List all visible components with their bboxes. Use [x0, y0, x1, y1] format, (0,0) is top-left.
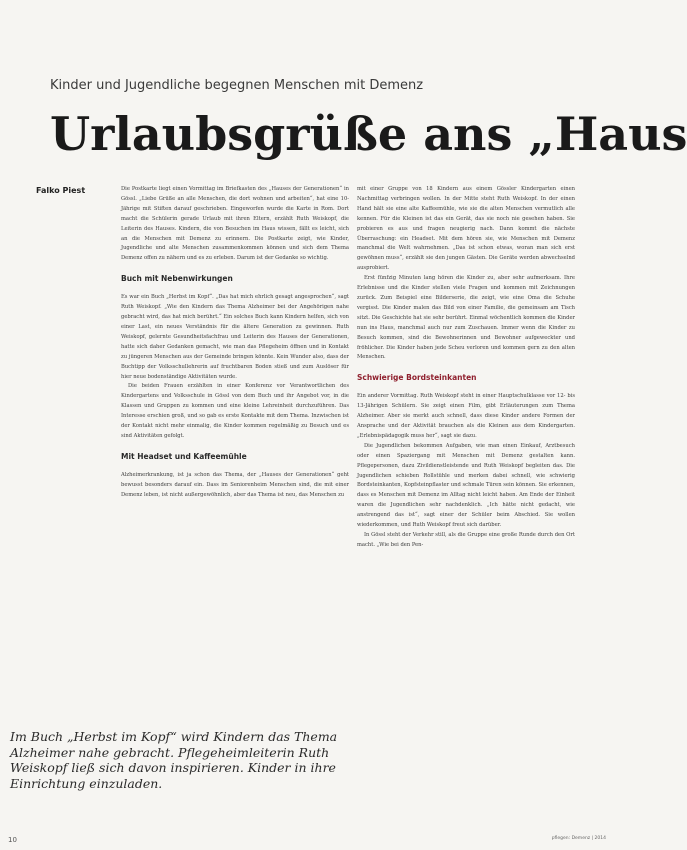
body-paragraph: Es war ein Buch „Herbst im Kopf“. „Das hat mich ehrlich gesagt angesprochen“, sagt Ruth Weiskopf. „Wie den Kindern das Thema Alzheimer bei der Angehörigen nahe gebracht wird, das hat mich berührt.“ Ein solches Buch kann Kindern helfen, sich von einer Last, ein neues Verständnis für die ältere Generation zu gewinnen. Ruth Weiskopf, gelernte Gesundheitsfachfrau und Leiterin des Hauses der Generationen, hatte sich daher Gedanken gemacht, wie man das Pflegeheim öffnen und in Kontakt zu jüngeren Menschen aus der Gemeinde bringen könnte. Kein Wunder also, dass der Buchtipp der Volksschullehrerin auf fruchtbaren Boden stieß und zum Auslöser für hier neue bodenständige Aktivitäten wurde. — [121, 294, 349, 380]
subheading-buch: Buch mit Nebenwirkungen — [121, 274, 233, 284]
body-paragraph: In Gössl steht der Verkehr still, als die Gruppe eine große Runde durch den Ort macht. „Wie bei den Pen- — [357, 532, 575, 548]
page-footer: pflegen: Demenz | 2014 — [551, 836, 606, 841]
body-paragraph: Alzheimerkrankung, ist ja schon das Thema, der „Hauses der Generationen“ geht bewusst besonders darauf ein. Dass im Seniorenheim Menschen sind, die mit einer Demenz leben, ist nicht außergewöhnlich, aber das Thema ist neu, das Menschen zu — [121, 471, 349, 498]
image-caption: Im Buch „Herbst im Kopf“ wird Kindern das Thema Alzheimer nahe gebracht. Pflegeheimleiterin Ruth Weiskopf ließ sich davon inspirieren. Kinder in ihre Einrichtung einzuladen. — [10, 729, 338, 791]
body-paragraph: Die beiden Frauen erzählten in einer Konferenz vor Verantwortlichen des Kindergartens und Volksschule in Gössl von dem Buch und ihr Angebot vor, in die Klassen und Gruppen zu kommen und eine kleine Lehreinheit durchzuführen. Das Interesse erschien groß, und so gab es erste Kontakte mit dem Thema. Inzwischen ist der Kontakt nicht mehr einmalig, die Kinder kommen regelmäßig zu Besuch und es sind Aktivitäten gefolgt. — [121, 383, 349, 439]
subheading-headset: Mit Headset und Kaffeemühle — [121, 451, 247, 461]
article-kicker: Kinder und Jugendliche begegnen Menschen mit Demenz — [50, 78, 424, 93]
body-paragraph: Die Jugendlichen bekommen Aufgaben, wie man einen Einkauf, Arztbesuch oder einen Spaziergang mit Menschen mit Demenz gestalten kann. Pflegepersonen, dazu Zivildienstleistende und Ruth Weiskopf begleiten das. Die Jugendlichen schieben Rollstühle und merken dabei schnell, wie schwierig Bordsteinkanten, Kopfsteinpflaster und schmale Türen sein können. Sie erkennen, dass es Menschen mit Demenz im Alltag nicht leicht haben. Am Ende der Einheit waren die Jugendlichen sehr nachdenklich. „Ich hätte nicht gedacht, wie anstrengend das ist“, sagt einer der Schüler beim Abschied. Sie wollen wiederkommen, und Ruth Weiskopf freut sich darüber. — [357, 442, 575, 529]
article-headline: Urlaubsgrüße ans „Haus — [50, 107, 687, 161]
body-paragraph: mit einer Gruppe von 18 Kindern aus einem Gössler Kindergarten einen Nachmittag verbringen wollen. In der Mitte steht Ruth Weiskopf. In der einen Hand hält sie eine alte Kaffeemühle, wie sie die alten Menschen vermutlich alle kennen. Für die Kleinen ist das ein Gerät, das sie noch nie gesehen haben. Sie probieren es aus und fragen neugierig nach. Dann kommt die nächste Überraschung: ein Headset. Mit dem hören sie, wie Menschen mit Demenz manchmal die Welt wahrnehmen. „Das ist schon etwas, woran man sich erst gewöhnen muss“, erzählt sie den jungen Gästen. Die Geräte werden abwechselnd ausprobiert. — [357, 186, 575, 272]
article-column-left — [121, 185, 349, 501]
body-paragraph: Die Postkarte liegt einen Vormittag im Briefkasten des „Hauses der Generationen“ in Gössl. „Liebe Grüße an alle Menschen, die dort wohnen und arbeiten“, hat eine 10-Jährige mit Stiften darauf geschrieben. Eingeworfen wurde die Karte in Rom. Dort macht die Schülerin gerade Urlaub mit ihren Eltern, erzählt Ruth Weiskopf, die Leiterin des Hauses. Kindern, die von Besuchen im Haus wissen, fällt es leicht, sich an die Menschen mit Demenz zu erinnern. Die Postkarte zeigt, wie Kinder, Jugendliche und alte Menschen zusammenkommen können und sich dem Thema Demenz offen zu nähern und es zu erleben. Darum ist der Gedanke so wichtig. — [121, 186, 349, 262]
author-name: Falko Piest — [36, 186, 86, 195]
body-paragraph: Ein anderer Vormittag. Ruth Weiskopf steht in einer Hauptschulklasse vor 12- bis 13-Jährigen Schülern. Sie zeigt einen Film, gibt Erläuterungen zum Thema Alzheimer. Aber sie merkt auch schnell, dass diese Kinder andere Formen der Ansprache und der Aktivität brauchen als die Kleinen aus dem Kindergarten. „Erlebnispädagogik muss her“, sagt sie dazu. — [357, 393, 575, 439]
article-column-right — [357, 185, 575, 551]
body-paragraph: Erst fünfzig Minuten lang hören die Kinder zu, aber sehr aufmerksam. Ihre Erlebnisse und die Kinder stellen viele Fragen und kommen mit Zeichnungen zurück. Zum Beispiel eine Bilderserie, die zeigt, wie eine Oma die Schuhe vergisst. Die Kinder malen das Bild von einer Familie, die gemeinsam am Tisch sitzt. Die Geschichte hat sie sehr berührt. Einmal wöchentlich kommen die Kinder nun ins Haus, manchmal auch nur zum Zuschauen. Immer wenn die Kinder zu Besuch kommen, sind die Bewohnerinnen und Bewohner aufgeweckter und fröhlicher. Die Kinder haben jede Scheu verloren und kommen gern zu den alten Menschen. — [357, 275, 575, 361]
subheading-bordsteinkanten: Schwierige Bordsteinkanten — [357, 373, 477, 383]
page-number: 10 — [8, 836, 17, 844]
